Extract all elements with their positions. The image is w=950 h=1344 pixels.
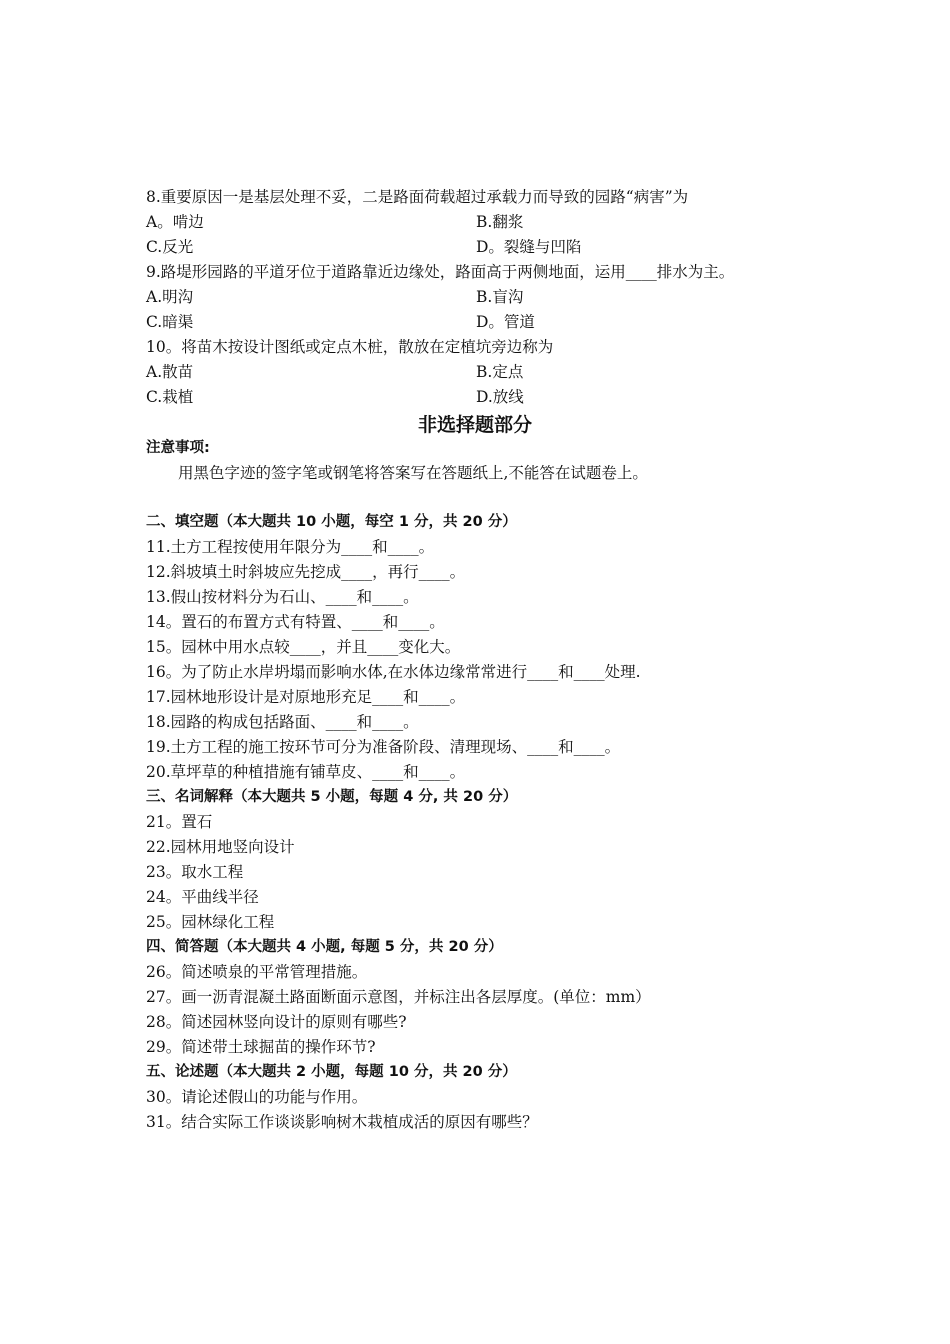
question-30: 30。请论述假山的功能与作用。 [146,1088,368,1106]
question-19: 19.土方工程的施工按环节可分为准备阶段、清理现场、____和____。 [146,738,621,756]
notice-heading: 注意事项: [146,440,210,456]
option-b: B.盲沟 [476,288,524,306]
question-26: 26。简述喷泉的平常管理措施。 [146,963,368,981]
question-22: 22.园林用地竖向设计 [146,838,295,856]
question-21: 21。置石 [146,813,213,831]
question-14: 14。置石的布置方式有特置、____和____。 [146,613,445,631]
option-c: C.暗渠 [146,313,194,331]
option-c: C.栽植 [146,388,194,406]
question-20: 20.草坪草的种植措施有铺草皮、____和____。 [146,763,466,781]
question-27: 27。画一沥青混凝土路面断面示意图，并标注出各层厚度。(单位：mm） [146,988,651,1006]
question-12: 12.斜坡填土时斜坡应先挖成____，再行____。 [146,563,466,581]
question-17: 17.园林地形设计是对原地形充足____和____。 [146,688,466,706]
question-25: 25。园林绿化工程 [146,913,275,931]
option-a: A.明沟 [146,288,194,306]
question-29: 29。简述带土球掘苗的操作环节? [146,1038,376,1056]
option-a: A。啃边 [146,213,204,231]
question-10: 10。将苗木按设计图纸或定点木桩，散放在定植坑旁边称为 [146,338,554,356]
question-9-options-row-2 [146,310,826,335]
question-10-options-row-1 [146,360,826,385]
option-c: C.反光 [146,238,194,256]
question-24: 24。平曲线半径 [146,888,259,906]
question-8-options-row-1 [146,210,826,235]
question-10-options-row-2 [146,385,826,410]
question-8: 8.重要原因一是基层处理不妥，二是路面荷载超过承载力而导致的园路“病害”为 [146,188,689,206]
option-b: B.翻浆 [476,213,524,231]
section-title: 非选择题部分 [417,414,532,436]
question-9-options-row-1 [146,285,826,310]
question-23: 23。取水工程 [146,863,244,881]
question-9: 9.路堤形园路的平道牙位于道路靠近边缘处，路面高于两侧地面，运用____排水为主。 [146,263,735,281]
option-d: D.放线 [476,388,524,406]
question-15: 15。园林中用水点较____，并且____变化大。 [146,638,461,656]
option-d: D。裂缝与凹陷 [476,238,582,256]
section-heading-terms: 三、名词解释（本大题共 5 小题，每题 4 分, 共 20 分） [146,789,518,805]
question-28: 28。简述园林竖向设计的原则有哪些? [146,1013,407,1031]
option-b: B.定点 [476,363,524,381]
question-18: 18.园路的构成包括路面、____和____。 [146,713,419,731]
question-31: 31。结合实际工作谈谈影响树木栽植成活的原因有哪些？ [146,1113,538,1131]
section-heading-fill-in: 二、填空题（本大题共 10 小题，每空 1 分，共 20 分） [146,514,517,530]
section-heading-essay: 五、论述题（本大题共 2 小题，每题 10 分，共 20 分） [146,1064,517,1080]
question-11: 11.土方工程按使用年限分为____和____。 [146,538,435,556]
question-8-options-row-2 [146,235,826,260]
section-heading-short-answer: 四、简答题（本大题共 4 小题, 每题 5 分，共 20 分） [146,939,503,955]
option-a: A.散苗 [146,363,194,381]
notice-text: 用黑色字迹的签字笔或钢笔将答案写在答题纸上,不能答在试题卷上。 [178,464,648,482]
question-13: 13.假山按材料分为石山、____和____。 [146,588,419,606]
option-d: D。管道 [476,313,535,331]
question-16: 16。为了防止水岸坍塌而影响水体,在水体边缘常常进行____和____处理. [146,663,641,681]
